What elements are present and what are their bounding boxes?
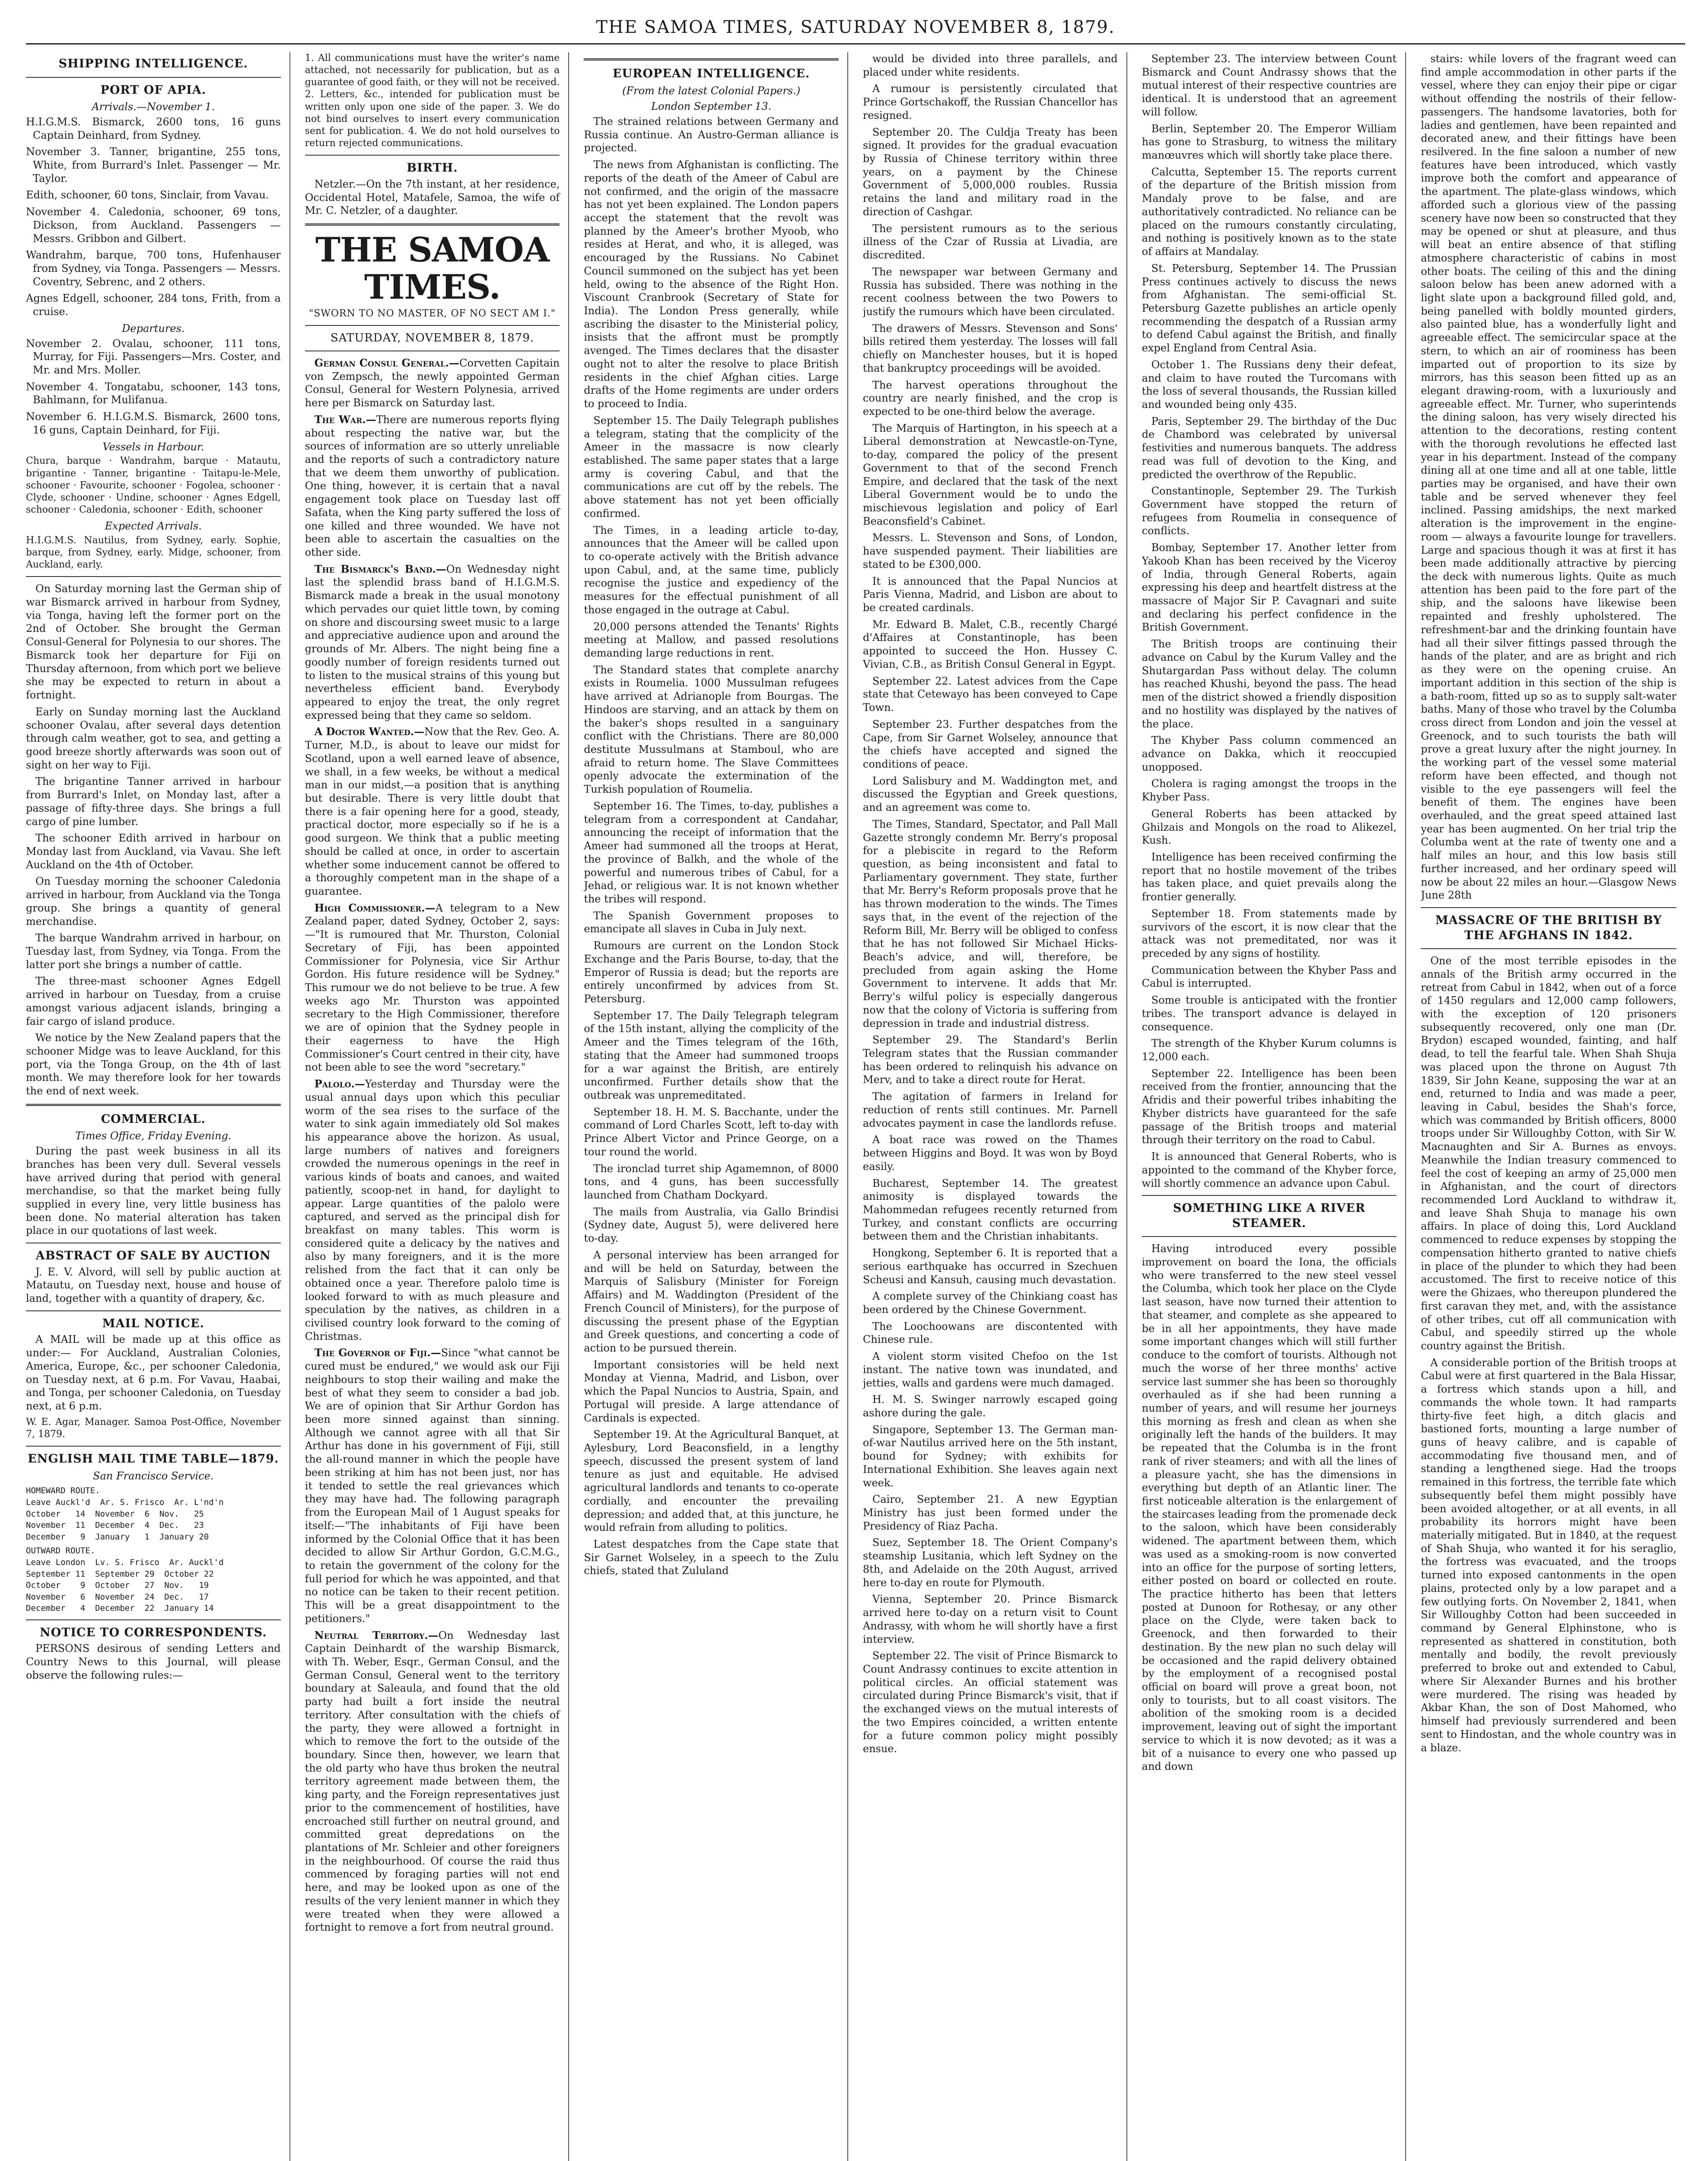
news-item-lead: German Consul General.— <box>314 356 460 369</box>
arrival-entry: H.I.G.M.S. Bismarck, 2600 tons, 16 guns Captain Deinhard, from Sydney. <box>26 115 281 141</box>
news-item-lead: A Doctor Wanted.— <box>314 725 425 738</box>
european-paragraph: A violent storm visited Chefoo on the 1st instant. The native town was inundated, and jetties, walls and gardens were much damaged. <box>863 1350 1118 1389</box>
arrival-entry: November 4. Caledonia, schooner, 69 tons, Dickson, from Auckland. Passengers — Messrs. Gribbon and Gilbert. <box>26 206 281 245</box>
european-paragraph: September 19. At the Agricultural Banquet, at Aylesbury, Lord Beaconsfield, in a lengthy speech, discussed the present system of land tenure as just and equitable. He advised agricultural landlords and tenants to co-operate cordially, and encounter the prevailing depression; and added that, at this juncture, he would refrain from alluding to politics. <box>584 1428 839 1534</box>
shipping-paragraph: The barque Wandrahm arrived in harbour, on Tuesday last, from Sydney, via Tonga. From the latter port she brings a number of cattle. <box>26 932 281 971</box>
european-paragraph: The Marquis of Hartington, in his speech at a Liberal demonstration at Newcastle-on-Tyne, to-day, compared the policy of the present Government to that of the second French Empire, and declared that the task of the next Liberal Government would be to undo the mischievous legislation and policy of Earl Beaconsfield's Cabinet. <box>863 422 1118 527</box>
divider <box>26 1619 281 1620</box>
departure-entry: November 4. Tongatabu, schooner, 143 tons, Bahlmann, for Mulifanua. <box>26 380 281 406</box>
river-steamer-heading: SOMETHING LIKE A RIVER STEAMER. <box>1173 1202 1366 1230</box>
column-6 <box>1421 52 1685 2161</box>
european-paragraph: September 22. Intelligence has been been received from the frontier, announcing that the Afridis and their powerful tribes inhabiting the Khyber districts have guaranteed for the safe passage of the British troops and material through their territory on the road to Cabul. <box>1142 1067 1397 1146</box>
european-paragraph: September 18. From statements made by survivors of the escort, it is now clear that the attack was not premeditated, nor was it preceded by any signs of hostility. <box>1142 907 1397 959</box>
notice-text: PERSONS desirous of sending Letters and Country News to this Journal, will please observe the following rules:— <box>26 1642 281 1681</box>
news-item <box>305 1629 560 1935</box>
european-paragraph: Intelligence has been received confirming the report that no hostile movement of the tribes has taken place, and quiet prevails along the frontier generally. <box>1142 851 1397 903</box>
european-paragraph: The ironclad turret ship Agamemnon, of 8000 tons, and 4 guns, has been successfully launched from Chatham Dockyard. <box>584 1162 839 1202</box>
european-paragraph: The strength of the Khyber Kurum columns is 12,000 each. <box>1142 1037 1397 1063</box>
birth-heading: BIRTH. <box>407 161 458 175</box>
news-item <box>305 725 560 898</box>
shipping-paragraph: Early on Sunday morning last the Auckland schooner Ovalau, after several days detention through calm weather, got to sea, and getting a good breeze shortly afterwards was soon out of sight on her way to Fiji. <box>26 705 281 771</box>
divider <box>305 223 560 226</box>
shipping-paragraph: On Saturday morning last the German ship of war Bismarck arrived in harbour from Sydney, via Tonga, having left the former port on the 2nd of October. She brought the German Consul-General for Polynesia to our shores. The Bismarck took her departure for Fiji on Thursday afternoon, from which port we believe she may be expected to return in about a fortnight. <box>26 583 281 701</box>
european-paragraph: Constantinople, September 29. The Turkish Government have stopped the return of refugees from Roumelia in consequence of conflicts. <box>1142 485 1397 537</box>
port-heading: PORT OF APIA. <box>100 83 207 97</box>
news-item-lead: The Bismarck's Band.— <box>314 562 446 575</box>
european-paragraph: A rumour is persistently circulated that Prince Gortschakoff, the Russian Chancellor has resigned. <box>863 83 1118 121</box>
divider <box>26 1446 281 1447</box>
divider <box>26 1104 281 1106</box>
news-item <box>305 902 560 1074</box>
expected-list: H.I.G.M.S. Nautilus, from Sydney, early. Sophie, barque, from Sydney, early. Midge, schooner, from Auckland, early. <box>26 535 281 571</box>
european-paragraph: The drawers of Messrs. Stevenson and Sons' bills retired them yesterday. The losses will fall chiefly on Manchester houses, but it is hoped that bankruptcy proceedings will be avoided. <box>863 322 1118 374</box>
european-paragraph: It is announced that General Roberts, who is appointed to the command of the Khyber force, will shortly commence an advance upon Cabul. <box>1142 1151 1397 1189</box>
dateline-london: London September 13. <box>651 100 772 113</box>
harbour-list: Chura, barque · Wandrahm, barque · Matautu, brigantine · Tanner, brigantine · Taitapu-le-Mele, schooner · Favourite, schooner · Fogolea, schooner · Clyde, schooner · Undine, schooner · Agnes Edgell, schooner · Caledonia, schooner · Edith, schooner <box>26 456 281 515</box>
european-paragraph: Bucharest, September 14. The greatest animosity is displayed towards the Mahommedan refugees recently returned from Turkey, and constant conflicts are occurring between them and the Christian inhabitants. <box>863 1177 1118 1243</box>
divider <box>26 576 281 577</box>
european-paragraph: 20,000 persons attended the Tenants' Rights meeting at Mallow, and passed resolutions demanding large reductions in rent. <box>584 620 839 660</box>
european-paragraph: would be divided into three parallels, and placed under white residents. <box>863 53 1118 78</box>
european-paragraph: Berlin, September 20. The Emperor William has gone to Strasburg, to witness the military manœuvres which will shortly take place there. <box>1142 122 1397 162</box>
european-paragraph: The agitation of farmers in Ireland for reduction of rents still continues. Mr. Parnell advocates payment in case the landlords refuse. <box>863 1090 1118 1129</box>
expected-heading: Expected Arrivals. <box>105 520 202 532</box>
correspondent-rules: 1. All communications must have the writer's name attached, not necessarily for publication, but as a guarantee of good faith, or they will not be received. 2. Letters, &c., intended for publication must be written only upon one side of the paper. 3. We do not bind ourselves to insert every communication sent for publication. 4. We do not hold ourselves to return rejected communications. <box>305 53 560 149</box>
river-steamer-paragraph: stairs: while lovers of the fragrant weed can find ample accommodation in other parts if the vessel, where they can enjoy their pipe or cigar without offending the nostrils of their fellow-passengers. The handsome lavatories, both for ladies and gentlemen, have been repainted and decorated anew, and their fittings have been resilvered. In the fine saloon a number of new features have been introduced, which vastly improve both the comfort and appearance of the apartment. The plate-glass windows, which afforded such a glorious view of the passing scenery have now been so constructed that they may be opened or shut at pleasure, and thus will beat an entire absence of that stifling atmosphere characteristic of cabins in most other boats. The ceiling of this and the dining saloon below has been anew adorned with a light slate upon a background filled gold, and, being panelled with boldly mounted girders, also painted blue, has a wonderfully light and agreeable effect. The semicircular space at the stern, to which an air of roominess has been imparted out of proportion to its size by mirrors, has this season been fitted up as an elegant drawing-room, with a luxuriously and agreeable effect. Mr. Turner, who superintends the dining saloon, has very wisely directed his attention to the decorations, resting content with the thorough revolutions he effected last year in his department. Instead of the company dining all at one time and all at one table, little parties may be organised, and have their own table and be served whenever they feel inclined. Passing amidships, the next marked alteration is the improvement in the engine-room — always a favourite lounge for travellers. Large and spacious though it was at first it has been made additionally attractive by piercing the deck with numerous lights. Quite as much attention has been paid to the fore part of the ship, and the saloons have likewise been repainted and freshly upholstered. The refreshment-bar and the drinking fountain have had all their silver fittings passed through the hands of the plater, and are as bright and rich as they were on the opening cruise. An important addition in this section of the ship is a bath-room, fitted up so as to supply salt-water baths. Many of those who travel by the Columba cross direct from London and join the vessel at Greenock, and to such tourists the bath will prove a great luxury after the night journey. In the working part of the vessel some material reform have been effected, and though not visible to the eye passengers will feel the benefit of them. The engines have been overhauled, and the great speed attained last year has been augmented. On her trial trip the Columba went at the rate of twenty one and a half miles an hour, and this low basis still further increased, and her ordinary speed will now be about 22 miles an hour.—Glasgow News June 28th <box>1421 53 1676 902</box>
european-paragraph: The persistent rumours as to the serious illness of the Czar of Russia at Livadia, are discredited. <box>863 222 1118 261</box>
european-paragraph: September 20. The Culdja Treaty has been signed. It provides for the gradual evacuation by Russia of Chinese territory within three years, on a payment by the Chinese Government of 5,000,000 roubles. Russia retains the land and military road in the direction of Cashgar. <box>863 126 1118 218</box>
arrival-entry: Wandrahm, barque, 700 tons, Hufenhauser from Sydney, via Tonga. Passengers — Messrs. Coventry, Sebrenc, and 2 others. <box>26 249 281 288</box>
divider <box>26 1310 281 1311</box>
european-paragraph: A boat race was rowed on the Thames between Higgins and Boyd. It was won by Boyd easily. <box>863 1134 1118 1173</box>
european-paragraph: Calcutta, September 15. The reports current of the departure of the British mission from Mandaly prove to be false, and are authoritatively contradicted. No reliance can be placed on the rumours constantly circulating, and nothing is positively known as to the state of affairs at Mandalay. <box>1142 166 1397 258</box>
divider <box>584 58 839 61</box>
harbour-heading: Vessels in Harbour. <box>102 440 204 453</box>
european-paragraph: September 22. The visit of Prince Bismarck to Count Andrassy continues to excite attention in political circles. An official statement was circulated during Prince Bismarck's visit, that if the exchanged views on the mutual interests of the two Empires coincided, a written entente for a future common policy might possibly ensue. <box>863 1650 1118 1755</box>
shipping-paragraph: The schooner Edith arrived in harbour on Monday last from Auckland, via Vavau. She left Auckland on the 4th of October. <box>26 832 281 871</box>
divider <box>1421 907 1676 908</box>
european-paragraph: The Standard states that complete anarchy exists in Roumelia. 1000 Mussulman refugees have arrived at Adrianople from Bourgas. The Hindoos are starving, and an attack by them on the baker's shops resulted in a sanguinary conflict with the Christians. There are 80,000 destitute Mussulmans at Stamboul, who are afraid to return home. The Slave Committees openly advocate the extermination of the Turkish population of Roumelia. <box>584 663 839 796</box>
newspaper-motto: "SWORN TO NO MASTER, OF NO SECT AM I." <box>309 308 556 319</box>
european-paragraph: Cholera is raging amongst the troops in the Khyber Pass. <box>1142 778 1397 803</box>
european-paragraph: Rumours are current on the London Stock Exchange and the Paris Bourse, to-day, that the Emperor of Russia is dead; but the reports are entirely unconfirmed by advices from St. Petersburg. <box>584 940 839 1005</box>
european-paragraph: Communication between the Khyber Pass and Cabul is interrupted. <box>1142 964 1397 990</box>
divider <box>305 325 560 326</box>
european-paragraph: H. M. S. Swinger narrowly escaped going ashore during the gale. <box>863 1393 1118 1419</box>
massacre-heading: MASSACRE OF THE BRITISH BY THE AFGHANS IN 1842. <box>1435 914 1662 942</box>
news-item-text: A telegram to a New Zealand paper, dated Sydney, October 2, says:—"It is rumoured that Mr. Thurston, Colonial Secretary of Fiji, has been appointed Commissioner for Polynesia, vice Sir Arthur Gordon. His future residence will be Sydney." This rumour we do not believe to be true. A few weeks ago Mr. Thurston was appointed secretary to the High Commissioner, therefore we are of opinion that the Sydney people in their eagerness to have the High Commissioner's Court centred in their city, have not been able to see the word "secretary." <box>305 902 560 1074</box>
masthead: THE SAMOA TIMES, SATURDAY NOVEMBER 8, 1879. <box>26 17 1685 45</box>
european-paragraph: Important consistories will be held next Monday at Vienna, Madrid, and Lisbon, over which the Papal Nuncios to Austria, Spain, and Portugal will preside. A large attendance of Cardinals is expected. <box>584 1358 839 1424</box>
commercial-text: During the past week business in all its branches has been very dull. Several vessels have arrived during that period with general merchandise, so that the market being fully supplied in every line, very little business has been done. No material alteration has taken place in our quotations of last week. <box>26 1145 281 1237</box>
european-paragraph: The Times, Standard, Spectator, and Pall Mall Gazette strongly condemn Mr. Berry's proposal for a plebiscite in regard to the Reform question, as being inconsistent and fatal to Parliamentary government. They state, further that Mr. Berry's Reform proposals prove that he has thrown moderation to the winds. The Times says that, in the event of the rejection of the Reform Bill, Mr. Berry will be obliged to confess that he has not followed Sir Michael Hicks-Beach's advice, and will, therefore, be precluded from again asking the Home Government to intervene. It adds that Mr. Berry's wilful policy is especially dangerous now that the colony of Victoria is suffering from depression in trade and industrial distress. <box>863 818 1118 1030</box>
news-item-text: Since "what cannot be cured must be endured," we would ask our Fiji neighbours to stop their wailing and make the best of what they seem to consider a bad job. We are of opinion that Sir Arthur Gordon has been more sinned against than sinning. Although we cannot agree with all that Sir Arthur has done in his government of Fiji, still the all-round manner in which the people have been striking at him has not been just, nor has it tended to settle the real grievances which they may have had. The following paragraph from the European Mail of 1 August speaks for itself:—"The inhabitants of Fiji have been informed by the Colonial Office that it has been decided to allow Sir Arthur Gordon, G.C.M.G., to retain the government of the colony for the full period for which he was appointed, and that no notice can be taken to their recent petition. This will be a great disappointment to the petitioners." <box>305 1347 560 1625</box>
european-paragraph: The news from Afghanistan is conflicting. The reports of the death of the Ameer of Cabul are not confirmed, and the origin of the massacre has not yet been explained. The London papers accept the statement that the revolt was planned by the Ameer's brother Myoob, who resides at Herat, and who, it is alleged, was encouraged by the Russians. No Cabinet Council summoned on the subject has yet been held, owing to the absence of the Right Hon. Viscount Cranbrook (Secretary of State for India). The London Press generally, while ascribing the disaster to the Ministerial policy, insists that the affront must be promptly avenged. The Times declares that the disaster ought not to alter the resolve to place British residents in the chief Afghan cities. Large drafts of the Home regiments are under orders to proceed to India. <box>584 159 839 410</box>
mail-heading: MAIL NOTICE. <box>102 1316 204 1330</box>
news-item-lead: The Governor of Fiji.— <box>314 1346 441 1359</box>
news-item-text: On Wednesday night last the splendid brass band of H.I.G.M.S. Bismarck made a break in the usual monotony which pervades our quiet little town, by coming on shore and discoursing sweet music to a large and appreciative audience upon and around the grounds of Mr. Albers. The night being fine a goodly number of foreign residents turned out to listen to the musical strains of this young but nevertheless efficient band. Everybody appeared to enjoy the treat, the only regret expressed being that they came so seldom. <box>305 563 560 721</box>
news-item-text: There are numerous reports flying about respecting the native war, but the sources of information are so utterly unreliable and the reports of such a contradictory nature that we deem them unworthy of publication. One thing, however, it is certain that a naval engagement took place on Tuesday last off Safata, when the King party suffered the loss of one killed and three wounded. We have not been able to ascertain the casualties on the other side. <box>305 413 560 559</box>
european-paragraph: September 29. The Standard's Berlin Telegram states that the Russian commander has been ordered to relinquish his advance on Merv, and to take a direct route for Herat. <box>863 1034 1118 1086</box>
shipping-paragraph: On Tuesday morning the schooner Caledonia arrived in harbour, from Auckland via the Tonga group. She brings a quantity of general merchandise. <box>26 875 281 928</box>
arrival-entry: November 3. Tanner, brigantine, 255 tons, White, from Burrard's Inlet. Passenger — Mr. Taylor. <box>26 146 281 185</box>
european-paragraph: Bombay, September 17. Another letter from Yakoob Khan has been received by the Viceroy of India, through General Roberts, again expressing his deep and heartfelt distress at the massacre of Major Sir P. Cavagnari and suite and declaring his perfect confidence in the British Government. <box>1142 542 1397 634</box>
divider <box>305 155 560 156</box>
news-item-text: On Wednesday last Captain Deinhardt of the warship Bismarck, with Th. Weber, Esqr., German Consul, and the German Consul, General went to the territory boundary at Saleaula, and found that the old party had built a fort inside the neutral territory. After consultation with the chiefs of the party, they were allowed a fortnight in which to remove the fort to the outside of the boundary. Since then, however, we learn that the old party who have thus broken the neutral territory agreement made between them, the king party, and the Foreign representatives just prior to the commencement of hostilities, have encroached still further on neutral ground, and committed great depredations on the plantations of Mr. Schleier and other foreigners in the neighbourhood. Of course the raid thus commenced by foraging parties will not end here, and may be looked upon as one of the results of the very lenient manner in which they were treated when they were allowed a fortnight to remove a fort from neutral ground. <box>305 1629 560 1934</box>
english-mail-subheading: San Francisco Service. <box>93 1469 214 1482</box>
river-steamer-paragraph: Having introduced every possible improvement on board the Iona, the officials who were transferred to the new steel vessel the Columba, which took her place on the Clyde last season, have now turned their attention to that steamer, and complete as she appeared to be in all her appointments, they have made some important changes which will still further conduce to the comfort of tourists. Although not much the worse of her three months' active service last summer she has been so thoroughly overhauled as if she had been running a number of years, and will resume her journeys this morning as fresh and clean as when she originally left the hands of the builders. It may be repeated that the Columba is in the front rank of river steamers; and with all the lines of a pleasure yacht, she has the dimensions in everything but depth of an Atlantic liner. The first noticeable alteration is the enlargement of the staircases leading from the promenade deck to the saloon, which have been considerably widened. The apartment between them, which was used as a smoking-room is now converted into an office for the purpose of sorting letters, either posted on board or collected en route. The practice hitherto has been that letters posted at Dunoon for Rothesay, or any other place on the Clyde, were taken back to Greenock, and then forwarded to their destination. By the new plan no such delay will be occasioned and the rapid delivery obtained by the employment of a recognised postal official on board will prove a great boon, not only to tourists, but to all coast visitors. The abolition of the smoking room is a decided improvement, leaving out of sight the important service to which it is now devoted; as it was a bit of a nuisance to every one who passed up and down <box>1142 1243 1397 1773</box>
homeward-table: HOMEWARD ROUTE. Leave Auckl'd Ar. S. Frisco Ar. L'nd'n October 14 November 6 Nov. 25 November 11 December 4 Dec. 23 December 9 January 1 January 20 <box>26 1486 224 1542</box>
european-paragraph: The newspaper war between Germany and Russia has subsided. There was nothing in the recent coolness between the two Powers to justify the rumours which have been circulated. <box>863 265 1118 318</box>
column-5 <box>1142 52 1406 2161</box>
notice-heading: NOTICE TO CORRESPONDENTS. <box>40 1626 267 1639</box>
commercial-subheading: Times Office, Friday Evening. <box>75 1130 232 1142</box>
departure-entry: November 2. Ovalau, schooner, 111 tons, Murray, for Fiji. Passengers—Mrs. Coster, and Mr. and Mrs. Moller. <box>26 337 281 376</box>
news-item-text: Corvetten Capitain von Zempsch, the newly appointed German Consul, General for Western Polynesia, arrived here per Bismarck on Saturday last. <box>305 357 560 409</box>
european-paragraph: The Khyber Pass column commenced an advance on Dakka, which it reoccupied unopposed. <box>1142 734 1397 773</box>
columns <box>26 52 1685 2161</box>
news-item <box>305 1346 560 1625</box>
shipping-paragraph: The three-mast schooner Agnes Edgell arrived in harbour on Tuesday, from a cruise amongst various adjacent islands, bringing a fair cargo of island produce. <box>26 975 281 1027</box>
european-paragraph: September 22. Latest advices from the Cape state that Cetewayo has been conveyed to Cape Town. <box>863 675 1118 714</box>
shipping-paragraph: We notice by the New Zealand papers that the schooner Midge was to leave Auckland, for this port, via the Tonga Group, on the 4th of last month. We may therefore look for her towards the end of next week. <box>26 1032 281 1097</box>
european-paragraph: The Spanish Government proposes to emancipate all slaves in Cuba in July next. <box>584 909 839 935</box>
news-item <box>305 357 560 410</box>
news-item-lead: High Commissioner.— <box>314 901 436 914</box>
massacre-paragraph: One of the most terrible episodes in the annals of the British army occurred in the retreat from Cabul in 1842, when out of a force of 1450 regulars and 12,000 camp followers, with the exception of 120 prisoners subsequently recovered, only one man (Dr. Brydon) escaped wounded, fainting, and half dead, to tell the fearful tale. When Shah Shuja was placed upon the throne on August 7th 1839, Sir John Keane, supposing the war at an end, returned to India and was made a peer, leaving in Cabul, besides the Shah's force, which was commanded by British officers, 8000 troops under Sir Willoughby Cotton, with Sir W. Macnaughten and Sir A. Burnes as envoys. Meanwhile the Indian treasury commenced to feel the cost of keeping an army of 25,000 men in Afghanistan, and the court of directors recommended Lord Auckland to withdraw it, and leave Shah Shuja to manage his own affairs. In place of doing this, Lord Auckland commenced to reduce expenses by stopping the compensation hitherto granted to native chiefs in place of the plunder to which they had been accustomed. The first to receive notice of this were the Ghizaes, who thereupon plundered the first caravan they met, and, with the assistance of other tribes, cut off all communication with Cabul, and speedily stirred up the whole country against the British. <box>1421 955 1676 1352</box>
column-2 <box>305 52 569 2161</box>
newspaper-dateline: SATURDAY, NOVEMBER 8, 1879. <box>330 331 534 344</box>
european-paragraph: The harvest operations throughout the country are nearly finished, and the crop is expected to be one-third below the average. <box>863 379 1118 418</box>
european-paragraph: St. Petersburg, September 14. The Prussian Press continues actively to discuss the news from Afghanistan. The semi-official St. Petersburg Gazette publishes an article openly recommending the despatch of a Russian army to defend Cabul against the British, and finally expel England from Central Asia. <box>1142 262 1397 354</box>
european-paragraph: Vienna, September 20. Prince Bismarck arrived here to-day on a return visit to Count Andrassy, with whom he will shortly have a first interview. <box>863 1593 1118 1645</box>
european-paragraph: October 1. The Russians deny their defeat, and claim to have routed the Turcomans with the loss of several thousands, the Russian killed and wounded being only 435. <box>1142 358 1397 411</box>
european-paragraph: The British troops are continuing their advance on Cabul by the Kurum Valley and the Shutargardan Pass without delay. The column has reached Khushi, beyond the pass. The head men of the district showed a friendly disposition and no hostility was displayed by the natives of the place. <box>1142 638 1397 730</box>
european-paragraph: A personal interview has been arranged for and will be held on Saturday, between the Marquis of Salisbury (Minister for Foreign Affairs) and M. Waddington (President of the French Council of Ministers), for the purpose of discussing the present phase of the Egyptian and Greek questions, and concerting a code of action to be pursued therein. <box>584 1249 839 1354</box>
divider <box>1142 1236 1397 1237</box>
mail-signature: W. E. Agar, Manager. Samoa Post-Office, November 7, 1879. <box>26 1416 281 1440</box>
news-item <box>305 1077 560 1343</box>
european-paragraph: Messrs. L. Stevenson and Sons, of London, have suspended payment. Their liabilities are stated to be £300,000. <box>863 532 1118 571</box>
european-paragraph: A complete survey of the Chinkiang coast has been ordered by the Chinese Government. <box>863 1290 1118 1316</box>
european-paragraph: Hongkong, September 6. It is reported that a serious earthquake has occurred in Szechuen Scheusi and Kansuh, causing much devastation. <box>863 1247 1118 1286</box>
news-item <box>305 413 560 559</box>
european-heading: EUROPEAN INTELLIGENCE. <box>612 67 810 80</box>
departure-entry: November 6. H.I.G.M.S. Bismarck, 2600 tons, 16 guns, Captain Deinhard, for Fiji. <box>26 411 281 436</box>
massacre-paragraph: A considerable portion of the British troops at Cabul were at first quartered in the Bala Hissar, a fortress which stands upon a hill, and commands the whole town. It had ramparts thirty-five feet high, a ditch glacis and bastioned forts, mounting a large number of guns of heavy calibre, and is capable of accommodating five thousand men, and of standing a lengthened siege. Had the troops remained in this fortress, the terrible fate which subsequently befel them might possibly have been avoided altogether, or at all events, in all probability its horrors might have been materially mitigated. But in 1840, at the request of Shah Shuja, who wanted it for his seraglio, the fortress was evacuated, and the troops turned into exposed cantonments in the open plains, protected only by a low parapet and a few outlying forts. On November 2, 1841, when Sir Willoughby Cotton had been succeeded in command by General Elphinstone, who is represented as shattered in constitution, both mentally and bodily, the revolt previously preferred to broke out and extended to Cabul, where Sir Alexander Burnes and his brother were murdered. The rising was headed by Akbar Khan, the son of Dost Mahomed, who himself had previously surrendered and been sent to Hindostan, and the whole country was in a blaze. <box>1421 1356 1676 1754</box>
european-paragraph: September 17. The Daily Telegraph telegram of the 15th instant, allying the complicity of the Ameer and the Times telegram of the 16th, stating that the Ameer had summoned troops for a war against the British, are entirely unconfirmed. Further details show that the outbreak was unpremeditated. <box>584 1009 839 1102</box>
news-item-lead: The War.— <box>314 413 376 426</box>
european-paragraph: The strained relations between Germany and Russia continue. An Austro-German alliance is projected. <box>584 115 839 154</box>
european-paragraph: Mr. Edward B. Malet, C.B., recently Chargé d'Affaires at Constantinople, has been appointed to succeed the Hon. Hussey C. Vivian, C.B., as British Consul General in Egypt. <box>863 618 1118 670</box>
european-paragraph: Lord Salisbury and M. Waddington met, and discussed the Egyptian and Greek questions, and an agreement was come to. <box>863 775 1118 814</box>
abstract-heading: ABSTRACT OF SALE BY AUCTION <box>35 1249 271 1263</box>
birth-text: Netzler.—On the 7th instant, at her residence, Occidental Hotel, Matafele, Samoa, the wife of Mr. C. Netzler, of a daughter. <box>305 178 560 217</box>
arrival-entry: Edith, schooner, 60 tons, Sinclair, from Vavau. <box>26 189 269 201</box>
european-paragraph: September 16. The Times, to-day, publishes a telegram from a correspondent at Candahar, announcing the receipt of information that the Ameer had summoned all the troops at Herat, the province of Balkh, and the whole of the powerful and numerous tribes of Cabul, for a Jehad, or religious war. It is not known whether the tribes will respond. <box>584 800 839 905</box>
mail-text: A MAIL will be made up at this office as under:— For Auckland, Australian Colonies, America, Europe, &c., per schooner Caledonia, on Tuesday next, at 6 p.m. For Vavau, Haabai, and Tonga, per schooner Caledonia, on Tuesday next, at 6 p.m. <box>26 1333 281 1412</box>
newspaper-title: THE SAMOA TIMES. <box>315 230 549 307</box>
european-paragraph: Singapore, September 13. The German man-of-war Nautilus arrived here on the 5th instant, bound for Sydney; with exhibits for International Exhibition. She leaves again next week. <box>863 1423 1118 1489</box>
european-paragraph: Suez, September 18. The Orient Company's steamship Lusitania, which left Sydney on the 8th, and Adelaide on the 20th August, arrived here to-day en route for Plymouth. <box>863 1536 1118 1589</box>
european-paragraph: Some trouble is anticipated with the frontier tribes. The transport advance is delayed in consequence. <box>1142 994 1397 1033</box>
arrival-entry: Agnes Edgell, schooner, 284 tons, Frith, from a cruise. <box>26 292 281 318</box>
news-item-lead: Neutral Territory.— <box>314 1629 439 1641</box>
european-subheading: (From the latest Colonial Papers.) <box>622 84 801 97</box>
european-paragraph: Latest despatches from the Cape state that Sir Garnet Wolseley, in a speech to the Zulu chiefs, stated that Zululand <box>584 1538 839 1577</box>
news-item-lead: Palolo.— <box>314 1077 365 1090</box>
news-item-text: Now that the Rev. Geo. A. Turner, M.D., is about to leave our midst for Scotland, upon a well earned leave of absence, we shall, in a few weeks, be without a medical man in our midst,—a position that is anything but desirable. There is very little doubt that there is a fair opening here for a good, steady, practical doctor, more especially so if he is a good surgeon. We think that a public meeting should be called at once, in order to ascertain whether some inducement cannot be offered to a thoroughly competent man in the shape of a guarantee. <box>305 726 560 897</box>
european-paragraph: September 15. The Daily Telegraph publishes a telegram, stating that the complicity of the Ameer in the massacre is now clearly established. The same paper states that a large army is covering Cabul, and that the communications are cut off by the rebels. The above statement has not yet been officially confirmed. <box>584 414 839 520</box>
european-paragraph: Paris, September 29. The birthday of the Duc de Chambord was celebrated by universal festivities and numerous banquets. The address read was full of devotion to the King, and predicted the overthrow of the Republic. <box>1142 415 1397 481</box>
european-paragraph: General Roberts has been attacked by Ghilzais and Mongols on the road to Alikezel, Kush. <box>1142 807 1397 847</box>
english-mail-heading: ENGLISH MAIL TIME TABLE—1879. <box>28 1452 279 1466</box>
european-paragraph: The mails from Australia, via Gallo Brindisi (Sydney date, August 5), were delivered here to-day. <box>584 1205 839 1245</box>
arrivals-heading: Arrivals.—November 1. <box>92 101 215 113</box>
news-item <box>305 563 560 722</box>
divider <box>1421 948 1676 949</box>
abstract-text: J. E. V. Alvord, will sell by public auction at Matautu, on Tuesday next, house and house of land, together with a quantity of drapery, &c. <box>26 1265 281 1305</box>
newspaper-page <box>26 17 1685 2161</box>
european-paragraph: September 18. H. M. S. Bacchante, under the command of Lord Charles Scott, left to-day with Prince Albert Victor and Prince George, on a tour round the world. <box>584 1106 839 1158</box>
shipping-paragraph: The brigantine Tanner arrived in harbour from Burrard's Inlet, on Monday last, after a passage of fifty-three days. She brings a full cargo of pine lumber. <box>26 775 281 828</box>
column-1 <box>26 52 290 2161</box>
european-paragraph: September 23. Further despatches from the Cape, from Sir Garnet Wolseley, announce that the chiefs have accepted and signed the conditions of peace. <box>863 718 1118 770</box>
divider <box>1142 1195 1397 1196</box>
european-paragraph: The Times, in a leading article to-day, announces that the Ameer will be called upon to co-operate actively with the British advance upon Cabul, and, at the same time, publicly recognise the justice and expediency of the measures for the effectual punishment of all those engaged in the outrage at Cabul. <box>584 524 839 616</box>
shipping-heading: SHIPPING INTELLIGENCE. <box>58 57 248 70</box>
departures-heading: Departures. <box>122 322 185 335</box>
commercial-heading: COMMERCIAL. <box>101 1112 206 1126</box>
outward-table: OUTWARD ROUTE. Leave London Lv. S. Frisco Ar. Auckl'd September 11 September 29 October 22 October 9 October 27 Nov. 19 November 6 November 24 Dec. 17 December 4 December 22 January 14 <box>26 1546 224 1613</box>
european-paragraph: The Loochoowans are discontented with Chinese rule. <box>863 1320 1118 1346</box>
european-paragraph: It is announced that the Papal Nuncios at Paris Vienna, Madrid, and Lisbon are about to be created cardinals. <box>863 575 1118 614</box>
divider <box>26 77 281 78</box>
column-3 <box>584 52 848 2161</box>
news-item-text: Yesterday and Thursday were the usual annual days upon which this peculiar worm of the sea rises to the surface of the water to sink again immediately old Sol makes his appearance above the horizon. As usual, large numbers of natives and foreigners crowded the numerous openings in the reef in various kinds of boats and canoes, and waited patiently, scoop-net in hand, for daylight to appear. Large quantities of the palolo were captured, and served as the principal dish for breakfast on many tables. This worm is considered quite a delicacy by the natives and also by many foreigners, and it is the more relished from the fact that it can only be obtained once a year. Therefore palolo time is looked forward to with as much pleasure and speculation by the natives, as children in a civilised country look forward to the coming of Christmas. <box>305 1078 560 1342</box>
european-paragraph: Cairo, September 21. A new Egyptian Ministry has just been formed under the Presidency of Riaz Pacha. <box>863 1493 1118 1532</box>
column-4 <box>863 52 1127 2161</box>
european-paragraph: September 23. The interview between Count Bismarck and Count Andrassy shows that the mutual interest of their respective countries are identical. It is understood that an agreement will follow. <box>1142 53 1397 118</box>
